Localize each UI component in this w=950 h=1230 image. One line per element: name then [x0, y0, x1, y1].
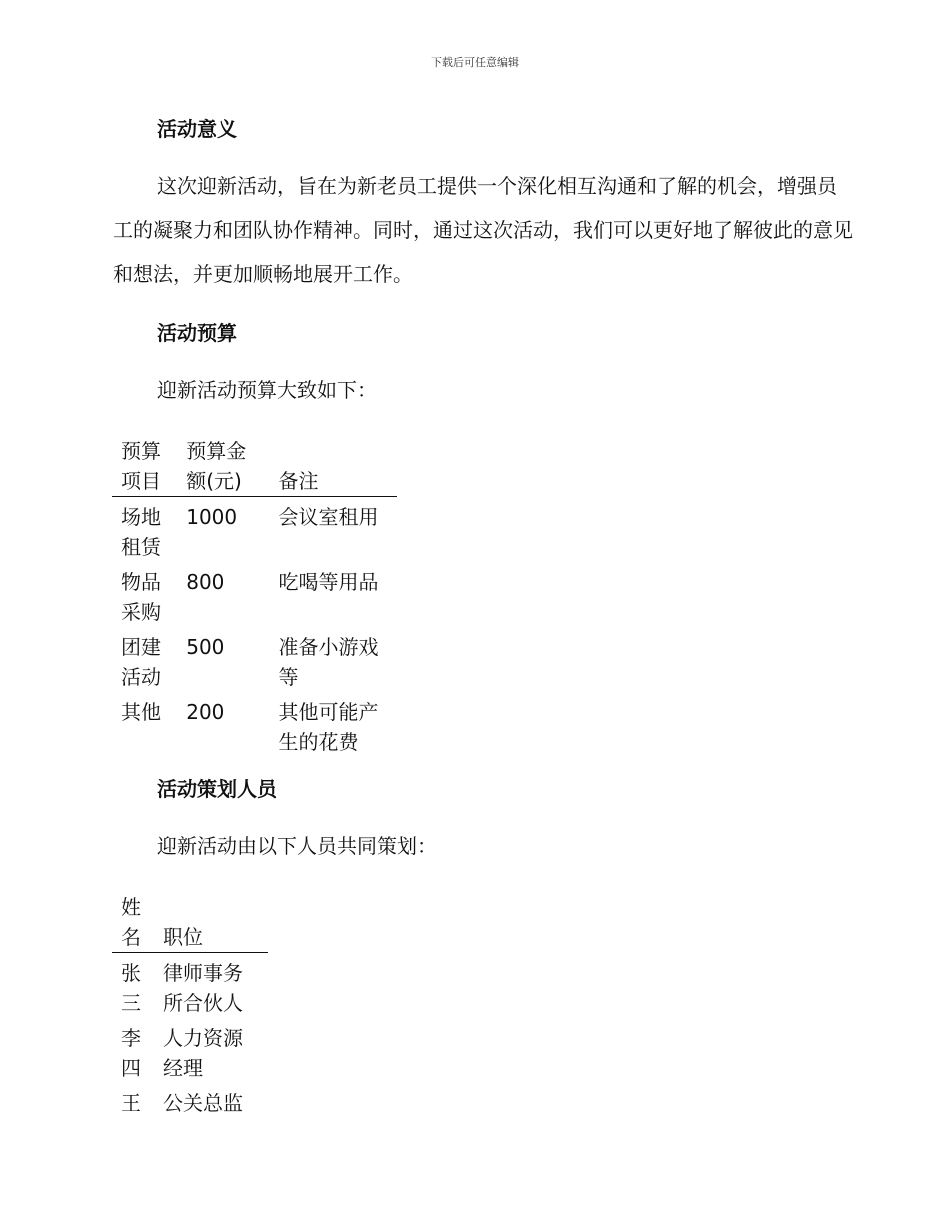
table-header-cell: 预算金额(元) — [177, 436, 269, 497]
table-header-cell: 职位 — [154, 892, 268, 953]
section-paragraph-meaning: 这次迎新活动，旨在为新老员工提供一个深化相互沟通和了解的机会，增强员工的凝聚力和团队协作精神。同时，通过这次活动，我们可以更好地了解彼此的意见和想法，并更加顺畅地展开工作。 — [113, 174, 853, 286]
table-header-cell: 备注 — [270, 436, 397, 497]
table-row — [112, 1083, 268, 1118]
table-cell: 200 — [186, 700, 225, 724]
budget-table — [112, 436, 397, 757]
table-cell: 团建活动 — [121, 635, 161, 689]
table-header-row — [112, 436, 397, 497]
table-cell: 500 — [186, 635, 225, 659]
table-cell: 其他 — [121, 700, 161, 724]
table-row — [112, 1018, 268, 1083]
table-header-cell: 预算项目 — [112, 436, 177, 497]
section-heading-budget: 活动预算 — [157, 321, 237, 345]
budget-intro: 迎新活动预算大致如下： — [157, 378, 377, 402]
table-row — [112, 692, 397, 757]
table-row — [112, 562, 397, 627]
table-cell: 其他可能产生的花费 — [278, 700, 379, 754]
table-cell: 吃喝等用品 — [278, 570, 379, 594]
table-row — [112, 627, 397, 692]
section-heading-meaning: 活动意义 — [157, 117, 237, 141]
table-cell: 李四 — [121, 1026, 141, 1080]
table-cell: 公关总监 — [163, 1091, 243, 1115]
table-cell: 张三 — [121, 961, 141, 1015]
table-cell: 场地租赁 — [121, 505, 161, 559]
table-header-cell: 姓名 — [112, 892, 154, 953]
table-cell: 准备小游戏等 — [278, 635, 379, 689]
table-header-row — [112, 892, 268, 953]
section-heading-staff: 活动策划人员 — [157, 777, 277, 801]
table-cell: 律师事务所合伙人 — [163, 961, 243, 1015]
staff-table — [112, 892, 268, 1118]
table-cell: 王 — [121, 1091, 141, 1115]
table-row — [112, 953, 268, 1019]
table-row — [112, 497, 397, 563]
table-cell: 会议室租用 — [278, 505, 379, 529]
page-header: 下载后可任意编辑 — [431, 56, 519, 69]
table-cell: 物品采购 — [121, 570, 161, 624]
table-cell: 人力资源经理 — [163, 1026, 243, 1080]
staff-intro: 迎新活动由以下人员共同策划： — [157, 834, 437, 858]
table-cell: 800 — [186, 570, 225, 594]
table-cell: 1000 — [186, 505, 238, 529]
